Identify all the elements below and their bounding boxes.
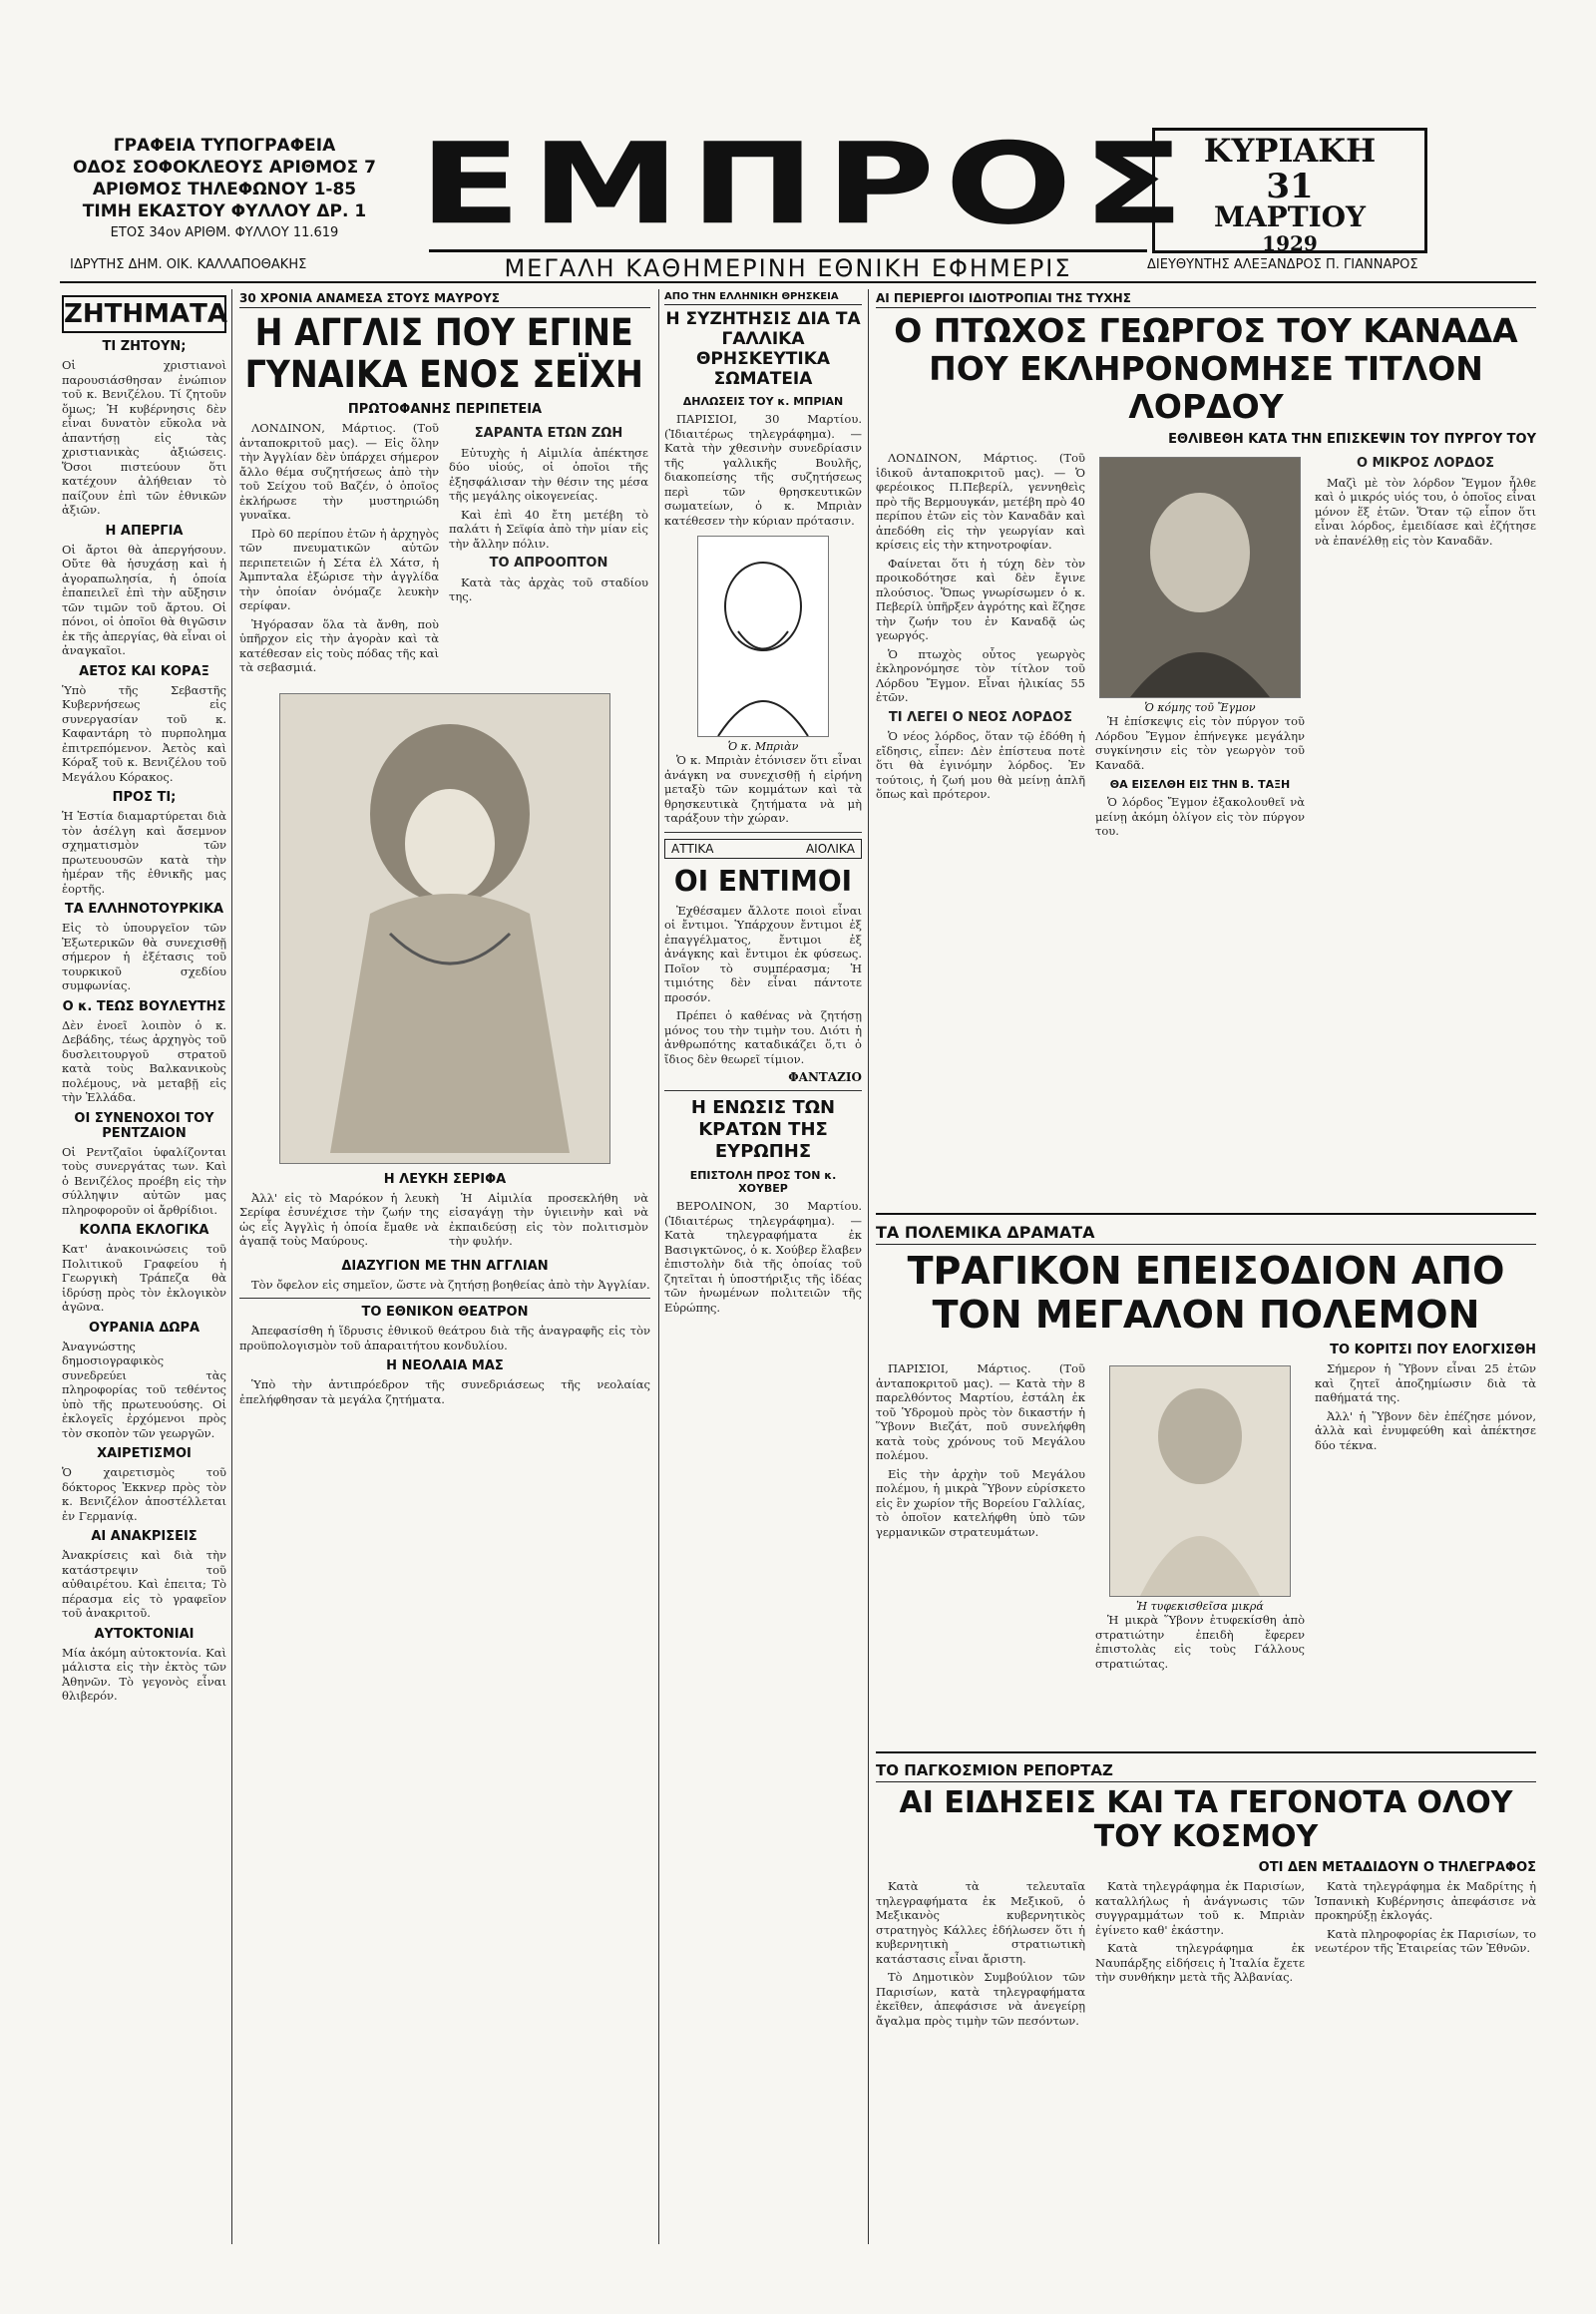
girl-photo-icon	[1110, 1366, 1290, 1596]
divider	[876, 1751, 1536, 1753]
date-year: 1929	[1262, 231, 1318, 255]
column-sections	[62, 339, 226, 1704]
article-headline: ΤΡΑΓΙΚΟΝ ΕΠΕΙΣΟΔΙΟΝ ΑΠΟ ΤΟΝ ΜΕΓΑΛΟΝ ΠΟΛΕΜΟΝ	[907, 1249, 1505, 1337]
article-paragraph: Ἀπεφασίσθη ἡ ἵδρυσις ἐθνικοῦ θεάτρου διὰ τῆς ἀναγραφῆς εἰς τὸν προϋπολογισμὸν τοῦ ἀπαραιτήτου κονδυλίου.	[239, 1324, 650, 1352]
article-paragraph: Ὑπὸ τὴν ἀντιπρόεδρον τῆς συνεδριάσεως τῆς νεολαίας ἐπελήφθησαν τὰ μεγάλα ζητήματα.	[239, 1377, 650, 1406]
item-text: Κατ' ἀνακοινώσεις τοῦ Πολιτικοῦ Γραφείου ἡ Γεωργικὴ Τράπεζα θὰ ἱδρύσῃ πρὸς τὸν ἐκλογικὸν ἀγῶνα.	[62, 1242, 226, 1314]
article-text	[239, 1324, 650, 1352]
item-text: Ὑπὸ τῆς Σεβαστῆς Κυβερνήσεως εἰς συνεργασίαν τοῦ κ. Καφαντάρη τὸ πυρπολημα ἐπιτρεπόμενον. Ἀετὸς καὶ Κόραξ τοῦ κ. Βενιζέλου τοῦ Μεγάλου Κόρακος.	[62, 682, 226, 784]
column-rule	[658, 289, 659, 2244]
article-kicker: 30 ΧΡΟΝΙΑ ΑΝΑΜΕΣΑ ΣΤΟΥΣ ΜΑΥΡΟΥΣ	[239, 289, 650, 308]
article-paragraph: Κατὰ πληροφορίας ἐκ Παρισίων, το νεωτέρον τῆς Ἐταιρείας τῶν Ἐθνῶν.	[1315, 1926, 1536, 1955]
article-paragraph: Κατὰ τηλεγράφημα ἐκ Παρισίων, καταλλήλως ἡ ἀνάγνωσις τῶν συγγραμμάτων τοῦ κ. Μπριὰν ἐγίνετο καθ' ἑκάστην.	[1095, 1879, 1305, 1937]
column-rule	[231, 289, 232, 2244]
item-title: ΑΙ ΑΝΑΚΡΙΣΕΙΣ	[91, 1529, 198, 1544]
article-text-column	[876, 1879, 1085, 2032]
portrait-photo-icon	[1100, 458, 1300, 697]
founder-line: ΙΔΡΥΤΗΣ ΔΗΜ. ΟΙΚ. ΚΑΛΛΑΠΟΘΑΚΗΣ	[70, 257, 307, 272]
article-text-column	[876, 1361, 1085, 1675]
item-title: ΑΥΤΟΚΤΟΝΙΑΙ	[94, 1626, 195, 1642]
article-canada-farmer	[876, 289, 1536, 2028]
article-paragraph: ΒΕΡΟΛΙΝΟΝ, 30 Μαρτίου. (Ἰδιαιτέρως τηλεγράφημα). — Κατὰ τηλεγραφήματα ἐκ Βασιγκτῶνος, ὁ κ. Χούβερ ἔλαβεν ἐπιστολὴν διὰ τῆς ὁποίας τοῦ ζητεῖται ἡ ὑποστήριξις τῆς ἰδέας τῶν ἡνωμένων πολιτειῶν τῆς Εὐρώπης.	[664, 1199, 862, 1315]
article-paragraph: Μαζὶ μὲ τὸν λόρδον Ἔγμον ἦλθε καὶ ὁ μικρός υἱός του, ὁ ὁποῖος εἶναι μόνον ἕξ ἐτῶν. Ὅταν τῷ εἶπον ὅτι εἶναι λόρδος, ἐμειδίασε καὶ ἐζήτησε νὰ ἐπανέλθῃ εἰς τὸν Καναδᾶν.	[1315, 475, 1536, 548]
article-subheading: Η ΛΕΥΚΗ ΣΕΡΙΦΑ	[383, 1171, 507, 1187]
article-headline: Η ΣΥΖΗΤΗΣΙΣ ΔΙΑ ΤΑ ΓΑΛΛΙΚΑ ΘΡΗΣΚΕΥΤΙΚΑ ΣΩΜΑΤΕΙΑ	[665, 309, 861, 389]
article-text-column	[239, 1191, 439, 1253]
portrait-caption: Ὁ κ. Μπριὰν	[727, 740, 799, 753]
item-text: Οἱ ἄρτοι θὰ ἀπεργήσουν. Οὔτε θὰ ἡσυχάσῃ καὶ ἡ ἀγοραπωλησία, ἡ ὁποία ἐπαπειλεῖ ἐπὶ τὴν αὔξησιν τῶν τιμῶν τοῦ ἄρτου. Οἱ πόνοι, οἱ ὁποῖοι θὰ θιγῶσιν ἐκ τῆς ἀπεργίας, θὰ εἶναι οἱ ἀναγκαῖοι.	[62, 542, 226, 657]
article-subheading: ΤΙ ΛΕΓΕΙ Ο ΝΕΟΣ ΛΟΡΔΟΣ	[888, 709, 1073, 725]
column-item	[62, 790, 226, 896]
item-text: Μία ἀκόμη αὐτοκτονία. Καὶ μάλιστα εἰς τὴν ἐκτὸς τῶν Ἀθηνῶν. Τὸ γεγονὸς εἶναι θλιβερόν.	[62, 1645, 226, 1703]
article-text	[1095, 795, 1305, 839]
article-subheading: ΤΟ ΑΠΡΟΟΠΤΟΝ	[489, 556, 608, 571]
column-rule	[868, 289, 869, 2244]
article-kicker: ΤΑ ΠΟΛΕΜΙΚΑ ΔΡΑΜΑΤΑ	[876, 1221, 1536, 1245]
date-number: 31	[1266, 167, 1314, 206]
column-item	[62, 1111, 226, 1218]
article-paragraph: Ἡ Αἰμιλία προσεκλήθη νὰ εἰσαγάγῃ τὴν ὑγιεινὴν καὶ νὰ ἐκπαιδεύσῃ εἰς τὸν πολιτισμὸν τὴν φυλήν.	[449, 1190, 648, 1248]
item-text: Ἡ Ἑστία διαμαρτύρεται διὰ τὸν ἀσέλγη καὶ ἄσεμνον σχηματισμὸν τῶν πρωτευουσῶν κατὰ τὴν ἡμέραν τῆς ἐθνικῆς μας ἑορτῆς.	[62, 809, 226, 896]
date-month: ΜΑΡΤΙΟΥ	[1213, 200, 1367, 233]
portrait-briand	[697, 536, 829, 737]
article-paragraph: Ἠγόρασαν ὅλα τὰ ἄνθη, ποὺ ὑπῆρχον εἰς τὴν ἀγορὰν καὶ τὰ κατέθεσαν εἰς τοὺς πόδας τῆς καὶ τὰ σεβασμιά.	[239, 616, 439, 674]
article-text	[1095, 1613, 1305, 1671]
article-paragraph: Ὁ λόρδος Ἔγμον ἐξακολουθεῖ νὰ μείνῃ ἀκόμη ὀλίγον εἰς τὸν πύργον του.	[1095, 795, 1305, 838]
banner-left: ΑΤΤΙΚΑ	[671, 841, 714, 856]
article-kicker: ΑΠΟ ΤΗΝ ΕΛΛΗΝΙΚΗ ΘΡΗΣΚΕΙΑ	[664, 289, 862, 305]
column-item	[62, 1223, 226, 1315]
masthead-rule	[60, 281, 1536, 283]
item-title: ΚΟΛΠΑ ΕΚΛΟΓΙΚΑ	[79, 1223, 209, 1238]
column-item	[62, 524, 226, 658]
item-text: Οἱ χριστιανοὶ παρουσιάσθησαν ἐνώπιον τοῦ κ. Βενιζέλου. Τί ζητοῦν ὅμως; Ἡ κυβέρνησις δὲν εἶναι δυνατὸν εὔκολα νὰ ἀπαντήσῃ εἰς τὰς χριστιανικὰς ἀξιώσεις. Ὅσοι πιστεύουν ὅτι κατέχουν ἀλήθειαν τὸ παίζουν ἐπὶ τῶν ἐθνικῶν ἀξιῶν.	[62, 358, 226, 517]
article-text-column	[239, 421, 439, 679]
photo-caption: Ἡ τυφεκισθεῖσα μικρά	[1136, 1600, 1264, 1613]
info-line: ΓΡΑΦΕΙΑ ΤΥΠΟΓΡΑΦΕΙΑ	[113, 136, 336, 156]
article-photo-column	[1095, 451, 1305, 843]
article-paragraph: Κατὰ τηλεγράφημα ἐκ Ναυπάρξης εἰδήσεις ἡ Ἰταλία ἔχετε τὴν συνθήκην μετὰ τῆς Ἀλβανίας.	[1095, 1941, 1305, 1984]
article-subheading: ΠΡΩΤΟΦΑΝΗΣ ΠΕΡΙΠΕΤΕΙΑ	[347, 402, 543, 417]
article-text-column	[1315, 451, 1536, 843]
article-text-column	[1315, 1879, 1536, 2032]
column-item	[62, 339, 226, 518]
director-line: ΔΙΕΥΘΥΝΤΗΣ ΑΛΕΞΑΝΔΡΟΣ Π. ΓΙΑΝΝΑΡΟΣ	[1147, 257, 1418, 272]
article-headline: Η ΕΝΩΣΙΣ ΤΩΝ ΚΡΑΤΩΝ ΤΗΣ ΕΥΡΩΠΗΣ	[690, 1097, 836, 1162]
column-item	[62, 1529, 226, 1621]
banner-right: ΑΙΟΛΙΚΑ	[805, 841, 855, 856]
article-paragraph: Ἀλλ' ἡ Ὕβονν δὲν ἐπέζησε μόνον, ἀλλὰ καὶ ἐνυμφεύθη καὶ ἀπέκτησε δύο τέκνα.	[1315, 1408, 1536, 1452]
article-text	[239, 1377, 650, 1406]
article-text	[664, 412, 862, 528]
item-title: ΤΙ ΖΗΤΟΥΝ;	[102, 339, 187, 354]
column-item	[62, 664, 226, 785]
article-paragraph: ΠΑΡΙΣΙΟΙ, 30 Μαρτίου. (Ἰδιαιτέρως τηλεγράφημα). — Κατὰ τὴν χθεσινὴν συνεδρίασιν τῆς γαλλικῆς Βουλῆς, διακοπείσης τῆς συζητήσεως περὶ τῶν θρησκευτικῶν σωματείων, ὁ κ. Μπριὰν κατέθεσεν τὴν κύριαν πρότασιν.	[664, 412, 862, 528]
article-text	[664, 753, 862, 826]
item-text: Ἀναγνώστης δημοσιογραφικὸς συνεδρεύει τὰς πληροφορίας τοῦ τεθέντος ὑπὸ τῆς πρωτευούσης. Οἱ ἐκλογεῖς ἐρχόμενοι πρὸς τὸν σκοπὸν τῶν γεωργῶν.	[62, 1339, 226, 1440]
masthead	[0, 0, 1596, 299]
article-paragraph: Ὁ κ. Μπριὰν ἐτόνισεν ὅτι εἶναι ἀνάγκη να συνεχισθῇ ἡ εἰρήνη μεταξὺ τῶν κομμάτων καὶ τὰ θρησκευτικὰ ζητήματα νὰ μὴ ταράξουν τὴν χώραν.	[664, 753, 862, 825]
item-title: Η ΑΠΕΡΓΙΑ	[105, 523, 184, 539]
article-text-column	[449, 421, 648, 679]
article-headline: ΟΙ ΕΝΤΙΜΟΙ	[673, 864, 853, 898]
article-subheading: ΤΟ ΚΟΡΙΤΣΙ ΠΟΥ ΕΛΟΓΧΙΣΘΗ	[1330, 1343, 1536, 1357]
article-paragraph: Ὁ νέος λόρδος, ὅταν τῷ ἐδόθη ἡ εἴδησις, εἶπεν: Δὲν ἐπίστευα ποτὲ ὅτι θὰ ἐγινόμην λόρδος. Ἐν τούτοις, ἡ ζωή μου θὰ μείνῃ ἁπλῆ ὅπως καὶ πρότερον.	[876, 729, 1085, 801]
article-paragraph: Πρέπει ὁ καθένας νὰ ζητήσῃ μόνος του τὴν τιμὴν του. Διότι ἡ ἀνθρωπότης καταδικάζει ὅ,τι ὁ ἴδιος δὲν θεωρεῖ τίμιον.	[664, 1008, 862, 1066]
item-title: ΤΑ ΕΛΛΗΝΟΤΟΥΡΚΙΚΑ	[64, 902, 224, 917]
info-line: ΑΡΙΘΜΟΣ ΤΗΛΕΦΩΝΟΥ 1-85	[92, 180, 357, 199]
article-paragraph: ΛΟΝΔΙΝΟΝ, Μάρτιος. (Τοῦ ἀνταποκριτοῦ μας). — Εἰς ὅλην τὴν Ἀγγλίαν δὲν ὑπάρχει σήμερον ἄλλο θέμα συζητήσεως ἀπὸ τὴν τοῦ Σείχου τοῦ Βαζέν, ὁ ὁποῖος ἐκλήρωσε τὴν μυστηριώδη γυναῖκα.	[239, 421, 439, 522]
article-text-column	[449, 1191, 648, 1253]
article-paragraph: Τὸν ὄφελον εἰς σημεῖον, ὥστε νὰ ζητήσῃ βοηθείας ἀπὸ τὴν Ἀγγλίαν.	[251, 1277, 650, 1292]
article-subheading: ΟΤΙ ΔΕΝ ΜΕΤΑΔΙΔΟΥΝ Ο ΤΗΛΕΓΡΑΦΟΣ	[1258, 1860, 1536, 1875]
article-paragraph: ΠΑΡΙΣΙΟΙ, Μάρτιος. (Τοῦ ἀνταποκριτοῦ μας). — Κατὰ τὴν 8 παρελθόντος Μαρτίου, ἐστάλη ἐκ τοῦ Ὑδρομοὺ πρὸς τὸν δικαστήν ἡ Ὕβονν Βιεζάτ, ποῦ συνελήφθη κατὰ τοὺς χρόνους τοῦ Μεγάλου πολέμου.	[876, 1361, 1085, 1462]
article-subheading: ΣΑΡΑΝΤΑ ΕΤΩΝ ΖΩΗ	[474, 426, 623, 441]
item-title: ΟΥΡΑΝΙΑ ΔΩΡΑ	[88, 1320, 200, 1336]
date-box	[1152, 128, 1427, 253]
illustration-woman	[279, 693, 610, 1164]
item-title: ΠΡΟΣ ΤΙ;	[112, 790, 177, 805]
divider	[664, 1090, 862, 1091]
article-paragraph: Τὸ Δημοτικὸν Συμβούλιον τῶν Παρισίων, κατὰ τηλεγραφήματα ἐκεῖθεν, ἀπεφάσισε νὰ ἀνεγείρῃ ἄγαλμα πρὸς τιμὴν τῶν πεσόντων.	[876, 1970, 1085, 2028]
article-subheading: ΔΗΛΩΣΕΙΣ ΤΟΥ κ. ΜΠΡΙΑΝ	[682, 395, 844, 408]
article-paragraph: Κατὰ τηλεγράφημα ἐκ Μαδρίτης ἡ Ἱσπανικὴ Κυβέρνησις ἀπεφάσισε νὰ προκηρύξῃ ἐκλογάς.	[1315, 1879, 1536, 1922]
article-subheading: ΘΑ ΕΙΣΕΛΘΗ ΕΙΣ ΤΗΝ Β. ΤΑΞΗ	[1109, 778, 1291, 791]
item-text: Δὲν ἐνοεῖ λοιπὸν ὁ κ. Δεβάδης, τέως ἀρχηγὸς τοῦ δυσλειτουργοῦ στρατοῦ κατὰ τοὺς Βαλκανικοὺς πολέμους, νὰ μεταβῇ εἰς τὴν Ἑλλάδα.	[62, 1017, 226, 1104]
article-paragraph: Ἡ μικρὰ Ὕβονν ἐτυφεκίσθη ἀπὸ στρατιώτην ἐπειδὴ ἔφερεν ἐπιστολὰς εἰς τοὺς Γάλλους στρατιώτας.	[1095, 1613, 1305, 1671]
column-item	[62, 1627, 226, 1704]
item-text: Οἱ Ρεντζαῖοι ὑφαλίζονται τοὺς συνεργάτας των. Καὶ ὁ Βενιζέλος προέβη εἰς τὴν σύλληψιν αὐτῶν μας πληροφοροῦν οἱ ἄρθρίδιοι.	[62, 1144, 226, 1217]
article-paragraph: Εὐτυχὴς ἡ Αἰμιλία ἀπέκτησε δύο υἱούς, οἱ ὁποῖοι τῆς ἐξησφάλισαν τὴν θέσιν της μέσα τῆς μεγάλης οἰκογενείας.	[449, 445, 648, 503]
newspaper-subtitle: ΜΕΓΑΛΗ ΚΑΘΗΜΕΡΙΝΗ ΕΘΝΙΚΗ ΕΦΗΜΕΡΙΣ	[429, 249, 1147, 282]
item-title: ΟΙ ΣΥΝΕΝΟΧΟΙ ΤΟΥ ΡΕΝΤΖΑΙΟΝ	[74, 1110, 214, 1141]
article-paragraph: ΛΟΝΔΙΝΟΝ, Μάρτιος. (Τοῦ ἰδικοῦ ἀνταποκριτοῦ μας). — Ὁ φερέοικος Π.Πεβερίλ, γεννηθεὶς πρὸ τῆς Βερμουγκάν, μετέβη πρὸ 40 περίπου ἐτῶν εἰς τὸν Καναδᾶν καὶ ἀπεδόθη εἰς τὴν γεωργίαν καὶ κρίσεις εἰς τὴν κτηνοτροφίαν.	[876, 451, 1085, 552]
article-text-column	[876, 451, 1085, 843]
article-paragraph: Ἐχθέσαμεν ἄλλοτε ποιοὶ εἶναι οἱ ἔντιμοι. Ὑπάρχουν ἔντιμοι ἐξ ἐπαγγέλματος, ἔντιμοι ἐξ ἀνάγκης καὶ ἔντιμοι ἐκ φύσεως. Ποῖον τὸ συμπέρασμα; Ἡ τιμιότης δὲν εἶναι πάντοτε προσόν.	[664, 903, 862, 1004]
article-text	[664, 1199, 862, 1315]
article-paragraph: Πρὸ 60 περίπου ἐτῶν ἡ ἀρχηγὸς τῶν πνευματικῶν αὐτῶν περιπετειῶν ἡ Σέτα ἐλ Χάτσ, ἡ Ἀμπνταλα ἐξώρισε τὴν ἀγγλίδα τὴν ὁποίαν ὀνόμαζε λευκὴν σερίφαν.	[239, 526, 439, 612]
divider	[239, 1298, 650, 1299]
photo-caption: Ὁ κόμης τοῦ Ἔγμον	[1144, 701, 1256, 714]
article-headline: Ο ΠΤΩΧΟΣ ΓΕΩΡΓΟΣ ΤΟΥ ΚΑΝΑΔΑ ΠΟΥ ΕΚΛΗΡΟΝΟΜΗΣΕ ΤΙΤΛΟΝ ΛΟΡΔΟΥ	[894, 311, 1518, 426]
article-subheading: ΕΠΙΣΤΟΛΗ ΠΡΟΣ ΤΟΝ κ. ΧΟΥΒΕΡ	[689, 1169, 837, 1195]
column-item	[62, 999, 226, 1105]
article-headline: ΑΙ ΕΙΔΗΣΕΙΣ ΚΑΙ ΤΑ ΓΕΓΟΝΟΤΑ ΟΛΟΥ ΤΟΥ ΚΟΣΜΟΥ	[899, 1785, 1513, 1854]
article-text-column	[1315, 1361, 1536, 1675]
divider	[664, 832, 862, 833]
article-paragraph: Ὁ πτωχὸς οὗτος γεωργὸς ἐκληρονόμησε τὸν τίτλον τοῦ Λόρδου Ἔγμον. Εἶναι ἡλικίας 55 ἐτῶν.	[876, 646, 1085, 704]
signature: ΦΑΝΤΑΖΙΟ	[788, 1070, 862, 1084]
article-world-news	[876, 1745, 1536, 2032]
article-subheading: Ο ΜΙΚΡΟΣ ΛΟΡΔΟΣ	[1356, 456, 1495, 471]
article-subheading: ΕΘΛΙΒΕΘΗ ΚΑΤΑ ΤΗΝ ΕΠΙΣΚΕΨΙΝ ΤΟΥ ΠΥΡΓΟΥ ΤΟΥ	[1168, 432, 1536, 447]
article-text-column	[1095, 1879, 1305, 2032]
item-title: Ο κ. ΤΕΩΣ ΒΟΥΛΕΥΤΗΣ	[62, 998, 226, 1014]
article-text	[664, 904, 862, 1067]
article-subheading: ΔΙΑΖΥΓΙΟΝ ΜΕ ΤΗΝ ΑΓΓΛΙΑΝ	[341, 1258, 549, 1274]
column-item	[62, 1321, 226, 1441]
article-paragraph: Εἰς τὴν ἀρχὴν τοῦ Μεγάλου πολέμου, ἡ μικρὰ Ὕβονν εὑρίσκετο εἰς ἓν χωρίον τῆς Βορείου Γαλλίας, τὸ ὁποῖον κατελήφθη ὑπὸ τῶν γερμανικῶν στρατευμάτων.	[876, 1466, 1085, 1539]
info-line: ΟΔΟΣ ΣΟΦΟΚΛΕΟΥΣ ΑΡΙΘΜΟΣ 7	[73, 158, 376, 178]
article-war-episode	[876, 1207, 1536, 1675]
article-text	[239, 1278, 650, 1293]
article-subheading: ΤΟ ΕΘΝΙΚΟΝ ΘΕΑΤΡΟΝ	[361, 1305, 529, 1320]
item-text: Εἰς τὸ ὑπουργεῖον τῶν Ἐξωτερικῶν θὰ συνεχισθῇ σήμερον ἡ ἐξέτασις τοῦ τουρκικοῦ σχεδίου συμφωνίας.	[62, 921, 226, 992]
article-paragraph: Φαίνεται ὅτι ἡ τύχη δὲν τὸν προικοδότησε καὶ δὲν ἔγινε πλούσιος. Ὅπως γνωρίσωμεν ὁ κ. Πεβερίλ ὑπῆρξεν ἀγρότης καὶ ἔζησε τὴν ζωήν του ἐν Καναδᾷ ὡς γεωργός.	[876, 556, 1085, 642]
article-paragraph: Καὶ ἐπὶ 40 ἔτη μετέβη τὸ παλάτι ἡ Σεϊφία ἀπὸ τὴν μίαν εἰς τὴν ἄλλην πόλιν.	[449, 507, 648, 551]
newspaper-title: ΕΜΠΡΟΣ	[419, 119, 1195, 250]
article-paragraph: Ἡ ἐπίσκεψις εἰς τὸν πύργον τοῦ Λόρδου Ἔγμον ἐπήνεγκε μεγάλην συγκίνησιν εἰς τὸν γεωργὸν τοῦ Καναδᾶ.	[1095, 714, 1305, 772]
section-header: ΖΗΤΗΜΑΤΑ	[62, 295, 226, 333]
photo-earl-egmont	[1099, 457, 1301, 698]
article-kicker: ΑΙ ΠΕΡΙΕΡΓΟΙ ΙΔΙΟΤΡΟΠΙΑΙ ΤΗΣ ΤΥΧΗΣ	[876, 289, 1536, 308]
column-banner	[664, 839, 862, 859]
masthead-info	[60, 135, 389, 244]
article-text	[1095, 714, 1305, 772]
date-day: ΚΥΡΙΑΚΗ	[1203, 132, 1377, 170]
divider	[876, 1213, 1536, 1215]
info-line: ΤΙΜΗ ΕΚΑΣΤΟΥ ΦΥΛΛΟΥ ΔΡ. 1	[82, 201, 367, 221]
article-paragraph: Κατὰ τὰ τελευταῖα τηλεγραφήματα ἐκ Μεξικοῦ, ὁ Μεξικανὸς κυβερνητικὸς στρατηγὸς Κάλλες ἐδήλωσεν ὅτι ἡ κυβερνητικὴ στρατιωτικὴ κατάστασις εἶναι ἄριστη.	[876, 1879, 1085, 1966]
item-text: Ἀνακρίσεις καὶ διὰ τὴν κατάστρεψιν τοῦ αὐθαιρέτου. Καὶ ἐπειτα; Τὸ πέρασμα εἰς τὸ γραφεῖον τοῦ ἀνακριτοῦ.	[62, 1548, 226, 1620]
article-paragraph: Κατὰ τὰς ἀρχὰς τοῦ σταδίου της.	[449, 575, 648, 603]
column-item	[62, 1446, 226, 1523]
item-title: ΧΑΙΡΕΤΙΣΜΟΙ	[97, 1446, 192, 1461]
article-paragraph: Ἀλλ' εἰς τὸ Μαρόκον ἡ λευκὴ Σερίφα ἐσυνέχισε τὴν ζωήν της ὡς εἷς Ἀγγλὶς ἡ ὁποία ἔμαθε νὰ ἀγαπᾷ τοὺς Μαύρους.	[239, 1190, 439, 1248]
article-subheading: Η ΝΕΟΛΑΙΑ ΜΑΣ	[386, 1358, 504, 1373]
article-french-religious	[664, 289, 862, 1319]
item-text: Ὁ χαιρετισμὸς τοῦ δόκτορος Ἐκκνερ πρὸς τὸν κ. Βενιζέλον ἀποστέλλεται ἐν Γερμανίᾳ.	[62, 1465, 226, 1523]
article-english-woman	[239, 289, 650, 1410]
item-title: ΑΕΤΟΣ ΚΑΙ ΚΟΡΑΞ	[79, 663, 209, 679]
article-kicker: ΤΟ ΠΑΓΚΟΣΜΙΟΝ ΡΕΠΟΡΤΑΖ	[876, 1759, 1536, 1782]
article-paragraph: Σήμερον ἡ Ὕβονν εἶναι 25 ἐτῶν καὶ ζητεῖ ἀποζημίωσιν διὰ τὰ παθήματά της.	[1315, 1361, 1536, 1404]
info-line: ΕΤΟΣ 34ον ΑΡΙΘΜ. ΦΥΛΛΟΥ 11.619	[110, 225, 339, 240]
column-item	[62, 902, 226, 993]
woman-illustration-icon	[280, 694, 609, 1163]
photo-girl	[1109, 1365, 1291, 1597]
article-photo-column	[1095, 1361, 1305, 1675]
article-headline: Η ΑΓΓΛΙΣ ΠΟΥ ΕΓΙΝΕ ΓΥΝΑΙΚΑ ΕΝΟΣ ΣΕΪΧΗ	[244, 311, 643, 396]
column-zitimata	[62, 289, 226, 1704]
portrait-sketch-icon	[698, 537, 828, 736]
